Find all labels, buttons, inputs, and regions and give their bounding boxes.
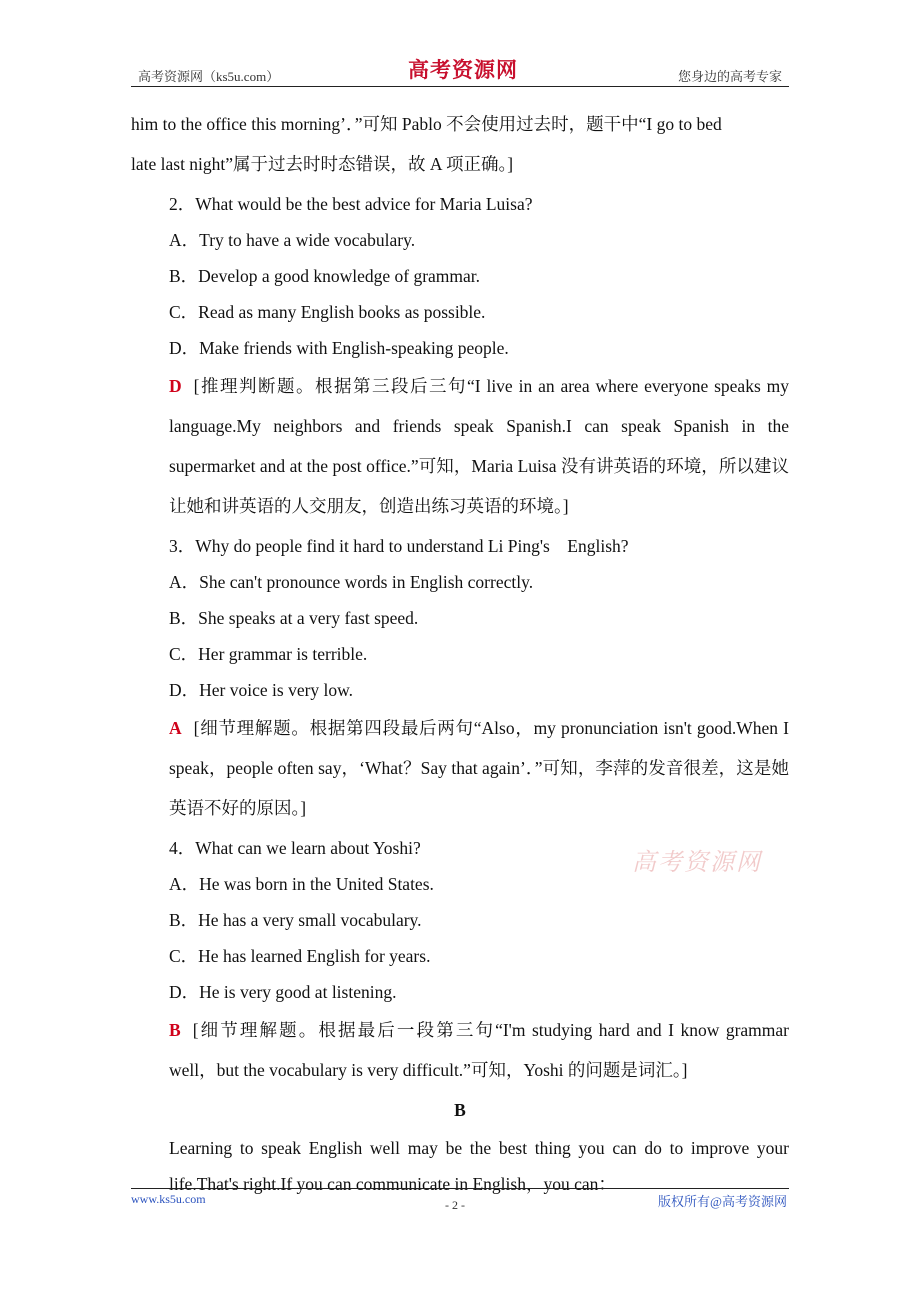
question-stem: 2．What would be the best advice for Maria Luisa? [169,194,533,214]
option: A．He was born in the United States. [169,874,434,894]
explanation-text: [细节理解题。根据最后一段第三句“I'm studying hard and I know grammar well，but the vocabulary is very difficult.”可知，Yoshi 的问题是词汇。] [169,1020,789,1080]
option: C．Read as many English books as possible. [169,302,486,322]
option: D．He is very good at listening. [169,982,397,1002]
document-body [131,104,789,1202]
continued-text: late last night”属于过去时时态错误，故 A 项正确。] [131,154,514,174]
answer-letter: D [169,376,182,396]
section-title: B [454,1100,466,1120]
continued-text: him to the office this morning’．”可知 Pablo 不会使用过去时，题干中“I go to bed [131,114,722,134]
option: C．He has learned English for years. [169,946,431,966]
question-stem: 3．Why do people find it hard to understand Li Ping's English? [169,536,629,556]
explanation-text: [细节理解题。根据第四段最后两句“Also，my pronunciation isn't good.When I speak，people often say，‘What？Say that again’．”可知，李萍的发音很差，这是她英语不好的原因。] [169,718,789,818]
header-right: 您身边的高考专家 [677,69,782,84]
question-stem: 4．What can we learn about Yoshi? [169,838,421,858]
answer-letter: A [169,718,182,738]
footer-link[interactable]: www.ks5u.com [131,1192,206,1206]
site-logo: 高考资源网 [408,58,518,82]
watermark: 高考资源网 [632,850,762,876]
header-left: 高考资源网（ks5u.com） [138,69,280,84]
option: B．He has a very small vocabulary. [169,910,422,930]
passage-text: Learning to speak English well may be the best thing you can do to improve your life.That's right.If you can communicate in English，you can： [169,1138,789,1194]
option: B．She speaks at a very fast speed. [169,608,419,628]
explanation-text: [推理判断题。根据第三段后三句“I live in an area where everyone speaks my language.My neighbors and friends speak Spanish.I can speak Spanish in the supermarket and at the post office.”可知，Maria Luisa 没有讲英语的环境，所以建议让她和讲英语的人交朋友，创造出练习英语的环境。] [169,376,789,516]
page-number: - 2 - [445,1198,465,1212]
footer-copyright: 版权所有@高考资源网 [658,1194,787,1209]
option: D．Make friends with English-speaking people. [169,338,509,358]
explanation [131,1010,789,1090]
option: A．Try to have a wide vocabulary. [169,230,416,250]
answer-letter: B [169,1020,181,1040]
option: A．She can't pronounce words in English correctly. [169,572,534,592]
header-rule [131,86,789,87]
option: B．Develop a good knowledge of grammar. [169,266,481,286]
explanation [131,366,789,526]
option: C．Her grammar is terrible. [169,644,368,664]
option: D．Her voice is very low. [169,680,354,700]
explanation [131,708,789,828]
footer-rule [131,1188,789,1189]
